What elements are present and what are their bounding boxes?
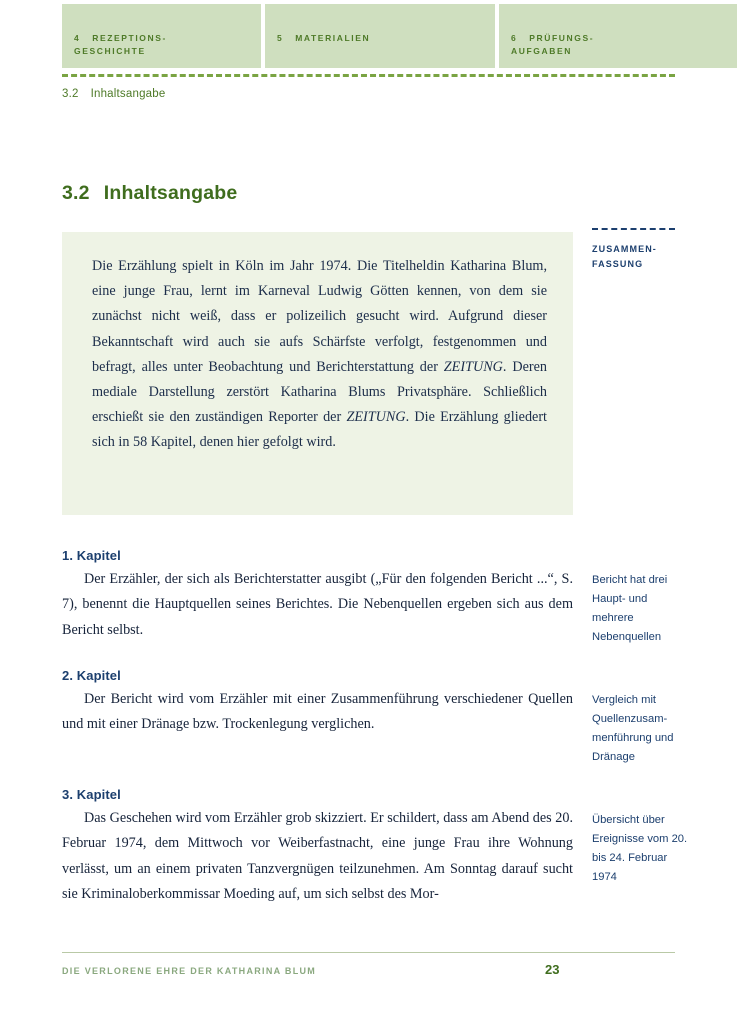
chapter-1-heading: 1. Kapitel [62, 548, 121, 563]
chapter-1-text: Der Erzähler, der sich als Berichterstatter ausgibt („Für den folgenden Bericht ...“, S. 7), benennt die Hauptquellen seines Berichtes. Die Nebenquellen ergeben sich aus dem Bericht selbst. [62, 571, 573, 638]
summary-italic-zeitung-1: ZEITUNG [443, 358, 503, 375]
page-title-number: 3.2 [62, 182, 90, 204]
footer-divider [62, 952, 675, 953]
margin-note-label [592, 242, 692, 272]
nav-tab-rezeptionsgeschichte[interactable] [62, 4, 261, 68]
chapter-block-2 [62, 668, 573, 738]
header-dashed-divider [62, 74, 675, 77]
nav-tab-2-label [265, 32, 495, 45]
page-number: 23 [545, 962, 560, 977]
chapter-block-3 [62, 787, 573, 908]
chapter-3-heading: 3. Kapitel [62, 787, 121, 802]
running-head-title: Inhaltsangabe [90, 88, 166, 100]
summary-italic-zeitung-2: ZEITUNG [346, 409, 406, 426]
chapter-2-heading: 2. Kapitel [62, 668, 121, 683]
nav-tab-pruefungsaufgaben[interactable] [499, 4, 737, 68]
page-title [62, 182, 237, 205]
summary-text-part-1: Die Erzählung spielt in Köln im Jahr 1974. Die Titelheldin Katharina Blum, eine junge Frau, lernt im Karneval Ludwig Götten kennen, von dem sie zunächst nicht weiß, dass er polizeilich gesucht wird. Aufgrund dieser Bekanntschaft wird auch sie aufs Schärfste verfolgt, festgenommen und befragt, alles unter Beobachtung und Berichterstattung der [92, 258, 547, 375]
nav-tab-3-line1: PRÜFUNGS- [529, 33, 595, 43]
chapter-block-1 [62, 548, 573, 643]
nav-tab-1-label [62, 32, 261, 58]
summary-text-part-3: . Die Erzählung gliedert sich in 58 Kapitel, denen hier gefolgt wird. [92, 409, 547, 451]
footer-book-title: DIE VERLORENE EHRE DER KATHARINA BLUM [62, 966, 317, 976]
summary-text-part-2: . Deren mediale Darstellung zerstört Katharina Blums Privatsphäre. Schließlich erschießt sie den zuständigen Reporter der [92, 358, 547, 426]
summary-callout-box [62, 232, 573, 515]
nav-tab-1-number: 4 [74, 33, 81, 43]
nav-tab-3-line2: AUFGABEN [511, 46, 572, 56]
nav-tab-2-line1: MATERIALIEN [295, 33, 371, 43]
summary-paragraph [92, 254, 547, 456]
chapter-3-text: Das Geschehen wird vom Erzähler grob skizziert. Er schildert, dass am Abend des 20. Februar 1974, dem Mittwoch vor Weiberfastnacht, eine junge Frau ihre Wohnung verlässt, um an einem privaten Tanzvergnügen teilzunehmen. Am Sonntag darauf sucht sie Kriminaloberkommissar Moeding auf, um sich selbst des Mor- [62, 810, 573, 903]
chapter-2-sidenote: Vergleich mit Quellenzusam-menführung und Dränage [592, 694, 674, 763]
page-title-text: Inhaltsangabe [103, 182, 238, 204]
chapter-navigation-bar [0, 0, 737, 68]
running-head [62, 88, 165, 100]
nav-tab-1-line2: GESCHICHTE [74, 46, 146, 56]
running-head-number: 3.2 [62, 88, 79, 100]
chapter-2-text: Der Bericht wird vom Erzähler mit einer Zusammenführung verschiedener Quellen und mit einer Dränage bzw. Trockenlegung verglichen. [62, 691, 573, 733]
nav-tab-materialien[interactable] [265, 4, 495, 68]
chapter-3-sidenote: Übersicht über Ereignisse vom 20. bis 24. Februar 1974 [592, 814, 688, 883]
margin-note-dashed-rule [592, 228, 675, 230]
nav-tab-3-number: 6 [511, 33, 518, 43]
nav-tab-2-number: 5 [277, 33, 284, 43]
chapter-1-sidenote: Bericht hat drei Haupt- und mehrere Nebenquellen [592, 574, 668, 643]
margin-note-label-line2: FASSUNG [592, 259, 644, 269]
margin-note-label-line1: ZUSAMMEN- [592, 244, 657, 254]
nav-tab-3-label [499, 32, 737, 58]
nav-tab-1-line1: REZEPTIONS- [92, 33, 167, 43]
